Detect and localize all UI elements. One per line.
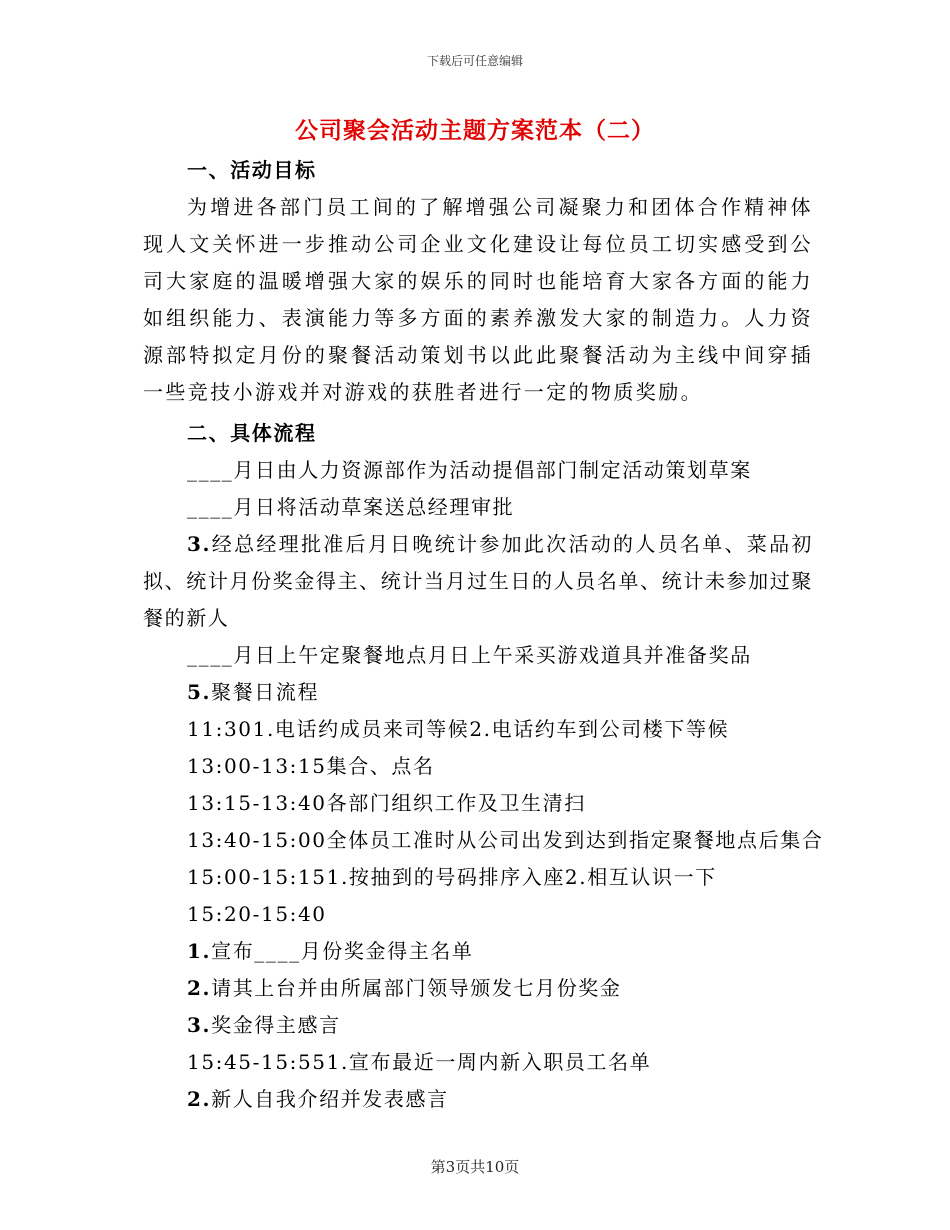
process-item-text: 13:40-15:00全体员工准时从公司出发到达到指定聚餐地点后集合	[187, 828, 824, 852]
process-item	[143, 1044, 813, 1081]
process-item-text: 宣布____月份奖金得主名单	[211, 939, 474, 963]
process-item	[143, 896, 813, 933]
process-item-number: 3.	[187, 532, 212, 556]
process-item-text: 聚餐日流程	[211, 680, 320, 704]
section-heading-process: 二、具体流程	[187, 421, 317, 445]
process-item	[143, 489, 813, 526]
process-item-text: 15:00-15:151.按抽到的号码排序入座2.相互认识一下	[187, 865, 717, 889]
process-item-text: ____月日上午定聚餐地点月日上午采买游戏道具并准备奖品	[187, 643, 752, 667]
process-item-text: 新人自我介绍并发表感言	[211, 1087, 449, 1111]
process-item-text: 11:301.电话约成员来司等候2.电话约车到公司楼下等候	[187, 717, 730, 741]
process-item-number: 2.	[187, 976, 212, 1000]
process-item-number: 2.	[187, 1087, 212, 1111]
process-item-text: 请其上台并由所属部门领导颁发七月份奖金	[211, 976, 622, 1000]
process-item	[143, 933, 813, 970]
process-item-number: 3.	[187, 1013, 212, 1037]
process-item-text: ____月日将活动草案送总经理审批	[187, 495, 515, 519]
process-item-text: 13:00-13:15集合、点名	[187, 754, 435, 778]
process-item	[143, 859, 813, 896]
process-item	[143, 452, 813, 489]
process-item	[143, 674, 813, 711]
document-title: 公司聚会活动主题方案范本（二）	[295, 117, 655, 144]
process-item-text: 13:15-13:40各部门组织工作及卫生清扫	[187, 791, 586, 815]
process-item	[143, 1007, 813, 1044]
process-item	[143, 748, 813, 785]
process-item-number: 5.	[187, 680, 212, 704]
process-item-text: 奖金得主感言	[211, 1013, 341, 1037]
page-header: 下载后可任意编辑	[426, 54, 523, 68]
page-footer: 第3页共10页	[430, 1158, 520, 1176]
process-item-text: 15:45-15:551.宣布最近一周内新入职员工名单	[187, 1050, 652, 1074]
process-item	[143, 970, 813, 1007]
document-body	[143, 152, 824, 1118]
process-item	[143, 526, 813, 637]
process-item	[143, 822, 824, 859]
process-item	[143, 785, 813, 822]
process-item-text: 经总经理批准后月日晚统计参加此次活动的人员名单、菜品初拟、统计月份奖金得主、统计当月过生日的人员名单、统计未参加过聚餐的新人	[143, 532, 813, 630]
process-item-number: 1.	[187, 939, 212, 963]
process-item-text: ____月日由人力资源部作为活动提倡部门制定活动策划草案	[187, 458, 752, 482]
process-item-text: 15:20-15:40	[187, 902, 327, 926]
process-item	[143, 637, 813, 674]
section-heading-goal: 一、活动目标	[187, 158, 317, 182]
goal-paragraph: 为增进各部门员工间的了解增强公司凝聚力和团体合作精神体现人文关怀进一步推动公司企业文化建设让每位员工切实感受到公司大家庭的温暖增强大家的娱乐的同时也能培育大家各方面的能力如组织能力、表演能力等多方面的素养激发大家的制造力。人力资源部特拟定月份的聚餐活动策划书以此此聚餐活动为主线中间穿插一些竞技小游戏并对游戏的获胜者进行一定的物质奖励。	[143, 195, 813, 404]
process-item	[143, 1081, 813, 1118]
process-item	[143, 711, 813, 748]
